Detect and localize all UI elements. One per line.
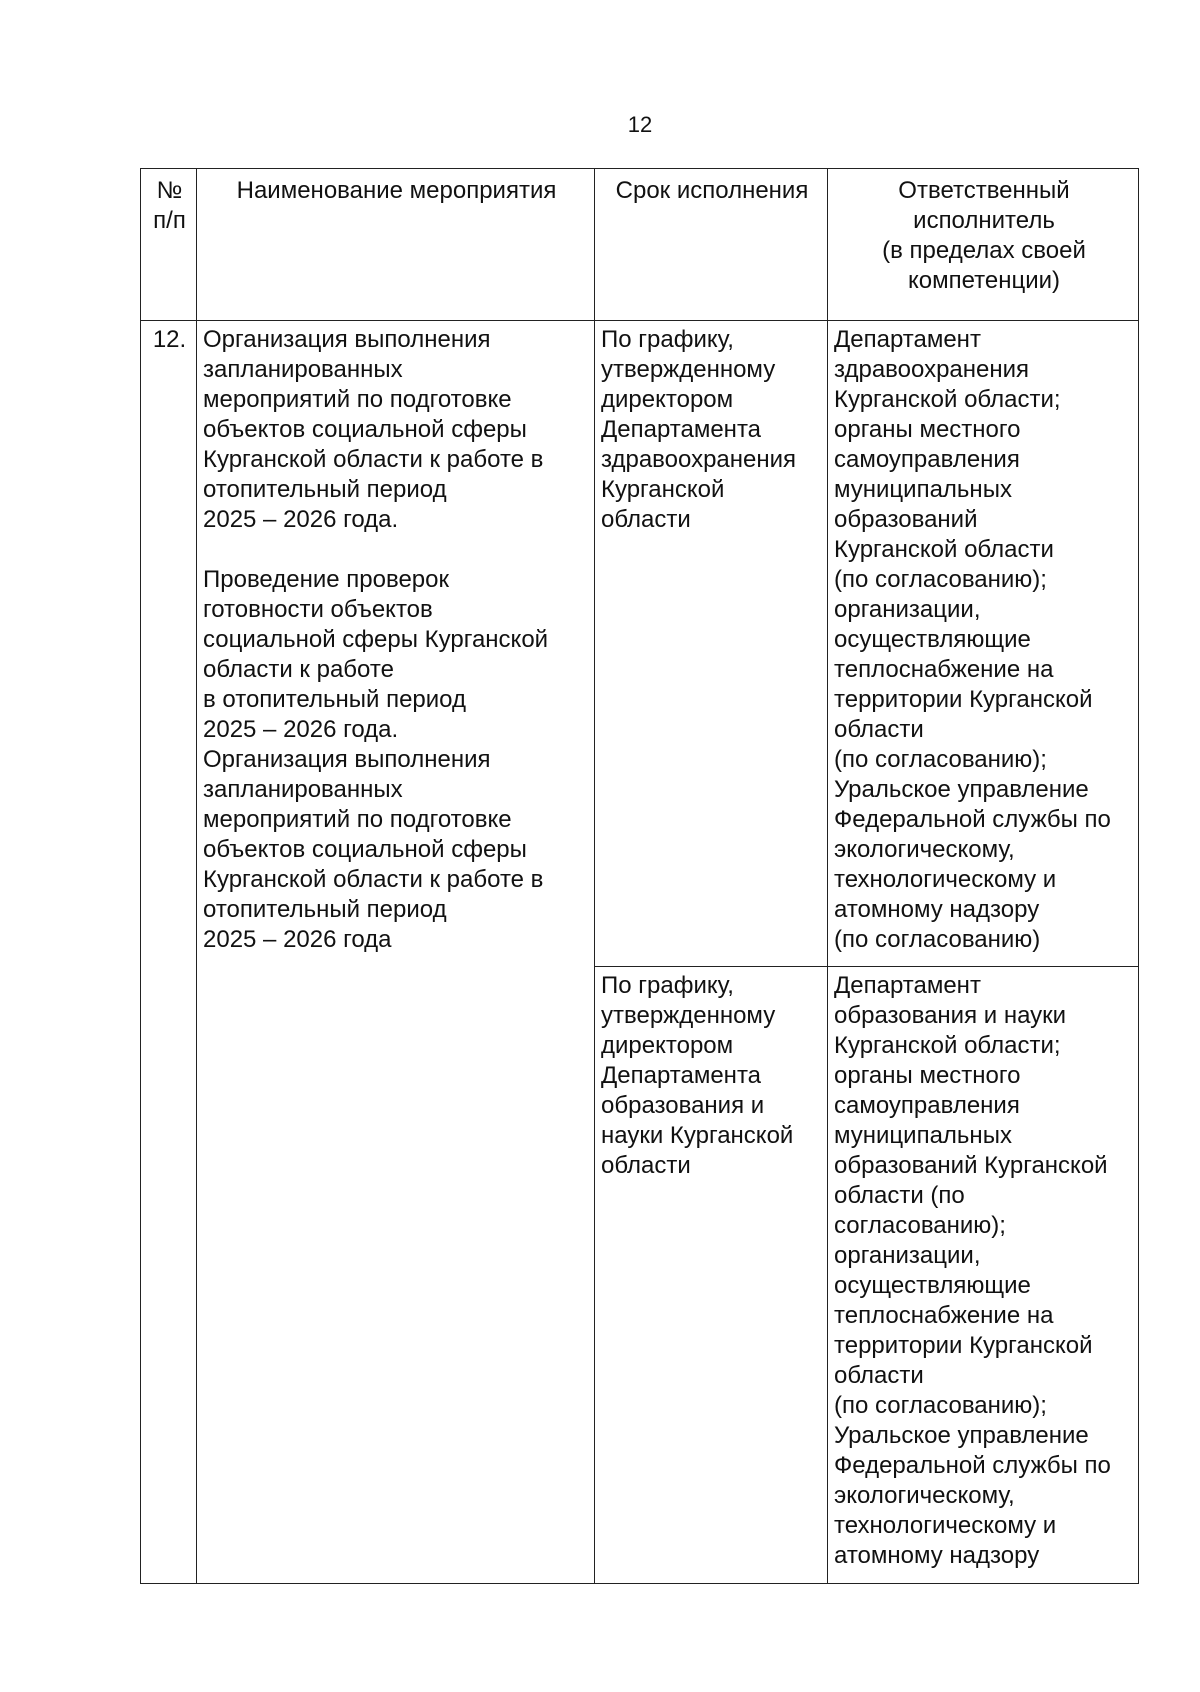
header-number: № п/п bbox=[141, 169, 197, 321]
header-responsible: Ответственный исполнитель (в пределах своей компетенции) bbox=[828, 169, 1139, 321]
table-row bbox=[141, 321, 1139, 967]
header-deadline: Срок исполнения bbox=[595, 169, 828, 321]
event-name-paragraph-2: Проведение проверок готовности объектов социальной сферы Курганской области к работе в отопительный период 2025 – 2026 года. Организация выполнения запланированных мероприятий по подготовке объектов социальной сферы Курганской области к работе в отопительный период 2025 – 2026 года bbox=[203, 566, 549, 953]
events-table bbox=[140, 168, 1139, 1584]
page-number: 12 bbox=[627, 112, 653, 137]
header-event-name: Наименование мероприятия bbox=[197, 169, 595, 321]
paragraph-gap bbox=[203, 535, 590, 565]
responsible-education: Департамент образования и науки Курганской области; органы местного самоуправления муниципальных образований Курганской области (по согласованию); организации, осуществляющие теплоснабжение на территории Курганской области (по согласованию); Уральское управление Федеральной службы по экологическому, технологическому и атомному надзору bbox=[828, 967, 1139, 1584]
responsible-health: Департамент здравоохранения Курганской области; органы местного самоуправления муниципальных образований Курганской области (по согласованию); организации, осуществляющие теплоснабжение на территории Курганской области (по согласованию); Уральское управление Федеральной службы по экологическому, технологическому и атомному надзору (по согласованию) bbox=[828, 321, 1139, 967]
event-name-paragraph-1: Организация выполнения запланированных мероприятий по подготовке объектов социальной сферы Курганской области к работе в отопительный период 2025 – 2026 года. bbox=[203, 326, 544, 533]
event-name-cell bbox=[197, 321, 595, 1584]
deadline-education: По графику, утвержденному директором Департамента образования и науки Курганской области bbox=[595, 967, 828, 1584]
deadline-health: По графику, утвержденному директором Департамента здравоохранения Курганской области bbox=[595, 321, 828, 967]
table-header-row bbox=[141, 169, 1139, 321]
row-number: 12. bbox=[141, 321, 197, 1584]
